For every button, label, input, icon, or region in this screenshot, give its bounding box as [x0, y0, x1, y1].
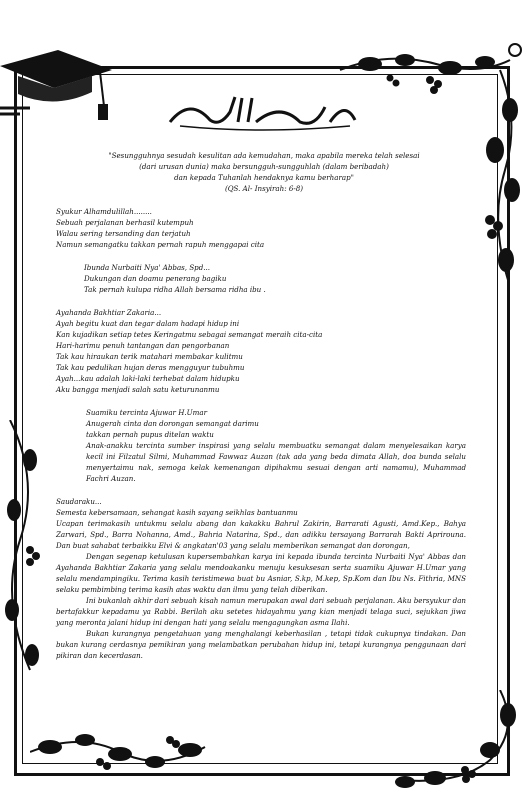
- verse-line: takkan pernah pupus ditelan waktu: [86, 430, 214, 439]
- quote-line: "Sesungguhnya sesudah kesulitan ada kemudahan, maka apabila mereka telah selesai: [108, 151, 420, 160]
- floral-vine-bottom-right-icon: [380, 690, 527, 800]
- ibunda-verse: [84, 262, 466, 295]
- quran-quote: [62, 150, 466, 194]
- verse-line: Ayah...kau adalah laki-laki terhebat dalam hidupku: [56, 374, 240, 383]
- quote-line: dan kepada Tuhanlah hendaknya kamu berharap": [174, 173, 354, 182]
- verse-paragraph: Ucapan terimakasih untukmu selalu abang dan kakakku Bahrul Zakirin, Barrarati Agusti, Amd.Kep., Bahya Zarwari, Spd., Barra Nohanna, Amd., Bahria Natarina, Spd., dan adikku tersayang Barrarah Bakti Aprirouna. Dan buat sahabat terbaikku Elvi & angkatan'03 yang selalu memberikan semangat dan dorongan,: [56, 519, 466, 550]
- verse-line: Ibunda Nurbaiti Nya' Abbas, Spd...: [84, 263, 211, 272]
- verse-line: Saudaraku...: [56, 497, 102, 506]
- quote-source: (QS. Al- Insyirah: 6-8): [224, 184, 304, 193]
- verse-line: Kan kujadikan setiap tetes Keringatmu sebagai semangat meraih cita-cita: [56, 330, 323, 339]
- verse-line: Semesta kebersamaan, sehangat kasih sayang seikhlas bantuanmu: [56, 508, 298, 517]
- verse-line: Tak kau pedulikan hujan deras mengguyur tubuhmu: [56, 363, 245, 372]
- floral-vine-left-icon: [0, 420, 60, 680]
- floral-vine-bottom-left-icon: [30, 722, 210, 782]
- verse-line: Aku bangga menjadi salah satu keturunanmu: [56, 385, 220, 394]
- reflection-paragraph: Ini bukanlah akhir dari sebuah kisah namun merupakan awal dari sebuah perjalanan. Aku bersyukur dan bertafakkur kepadamu ya Rabbi. Berilah aku setetes hidayahmu yang kian menjadi telaga suci, sejukkan jiwa yang meronta jalani hidup ini dengan hati yang selalu mengagungkan asma Ilahi.: [56, 596, 466, 627]
- verse-line: Ayahanda Bakhtiar Zakaria...: [56, 308, 162, 317]
- ayahanda-verse: [56, 307, 466, 395]
- opening-verse: [56, 206, 466, 250]
- saudara-verse: [56, 496, 466, 551]
- verse-line: Anugerah cinta dan dorongan semangat darimu: [86, 419, 259, 428]
- quote-line: (dari urusan dunia) maka bersungguh-sungguhlah (dalam beribadah): [139, 162, 389, 171]
- verse-paragraph: Anak-anakku tercinta sumber inspirasi yang selalu membuatku semangat dalam menyelesaikan karya kecil ini Filzatul Silmi, Muhammad Fawwaz Auzan (tak ada yang beda dimata Allah, doa bunda selalu menyertaimu nak, semoga kelak kemenangan dipihakmu sesuai dengan arti namamu), Muhammad Fachri Auzan.: [86, 441, 466, 483]
- dedication-paragraph: Dengan segenap ketulusan kupersembahkan karya ini kepada ibunda tercinta Nurbaiti Nya' Abbas dan Ayahanda Bakhtiar Zakaria yang selalu mendoakanku menuju kesuksesan serta suamiku Ajuwar H.Umar yang selalu mendampingiku. Terima kasih teristimewa buat bu Asniar, S.kp, M.kep, Sp.Kom dan Ibu Ns. Fithria, MNS selaku pembimbing terima kasih atas waktu dan ilmu yang telah diberikan.: [56, 552, 466, 594]
- closing-paragraph: Bukan kurangnya pengetahuan yang menghalangi keberhasilan , tetapi tidak cukupnya tindakan. Dan bukan kurang cerdasnya pemikiran yang melambatkan perubahan hidup ini, tetapi kurangnya penggunaan dari pikiran dan kecerdasan.: [56, 629, 466, 660]
- suami-verse: [86, 407, 466, 484]
- verse-line: Suamiku tercinta Ajuwar H.Umar: [86, 408, 207, 417]
- verse-line: Namun semangatku takkan pernah rapuh menggapai cita: [56, 240, 265, 249]
- verse-line: Dukungan dan doamu penerang bagiku: [84, 274, 227, 283]
- verse-line: Tak pernah kulupa ridha Allah bersama ridha ibu .: [84, 285, 266, 294]
- verse-line: Tak kau hiraukan terik matahari membakar kulitmu: [56, 352, 243, 361]
- bismillah-calligraphy: [160, 92, 360, 132]
- graduation-cap-icon: [0, 48, 115, 138]
- verse-line: Hari-harimu penuh tantangan dan pengorbanan: [56, 341, 230, 350]
- verse-line: Ayah begitu kuat dan tegar dalam hadapi hidup ini: [56, 319, 240, 328]
- verse-line: Sebuah perjalanan berhasil kutempuh: [56, 218, 194, 227]
- dedication-content: [56, 150, 466, 661]
- verse-line: Walau sering tersanding dan terjatuh: [56, 229, 191, 238]
- verse-line: Syukur Alhamdulillah........: [56, 207, 152, 216]
